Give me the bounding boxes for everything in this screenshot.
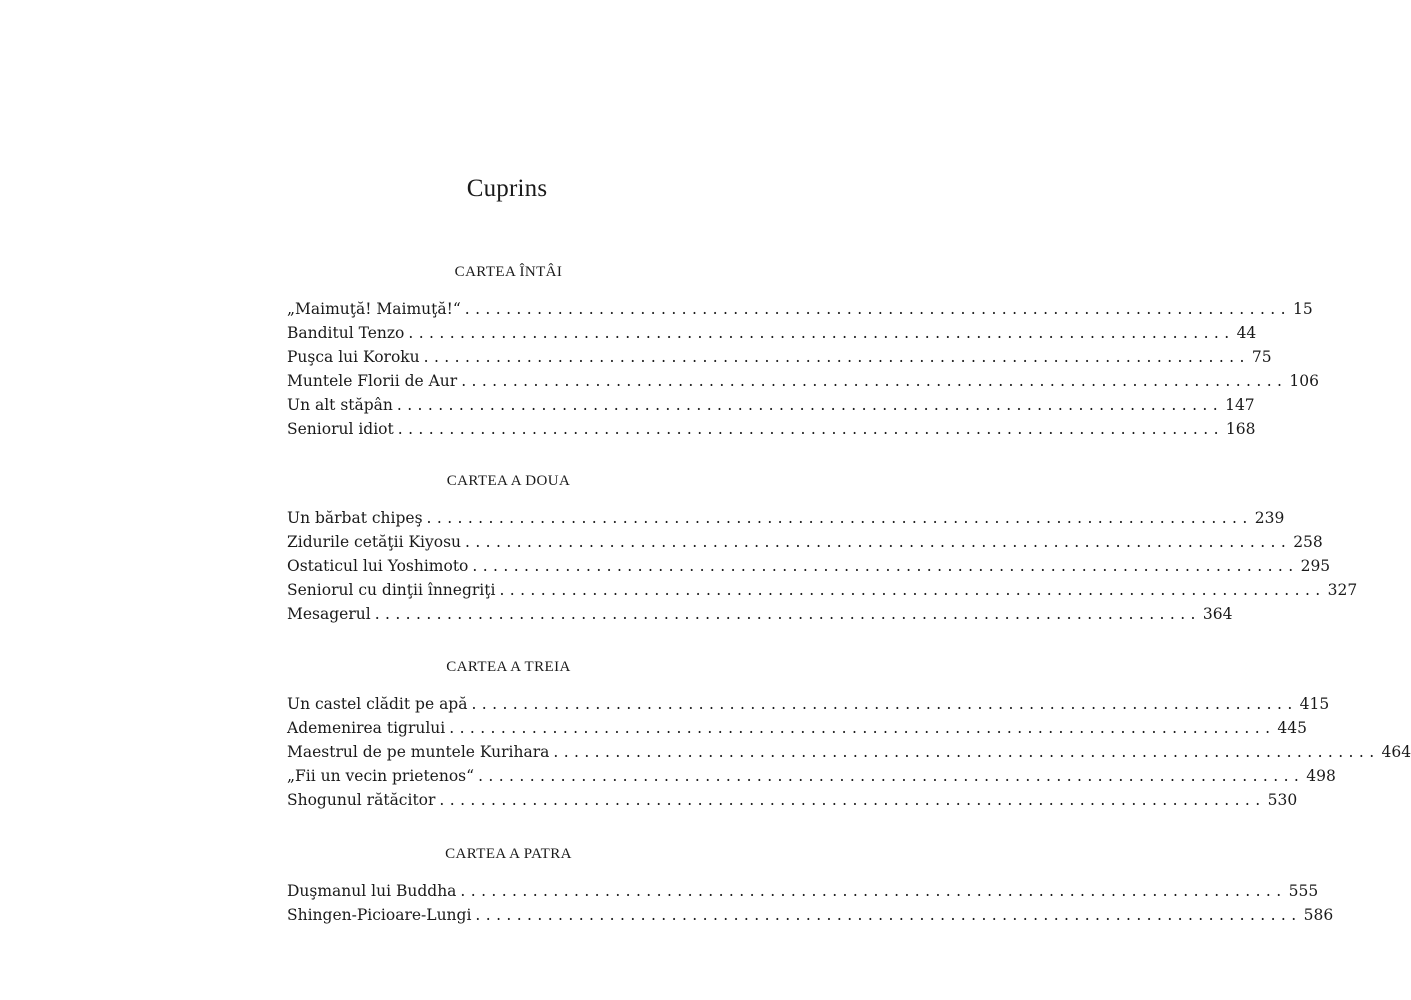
entry-title: „Maimuţă! Maimuţă!“ [287,300,461,318]
section-heading: CARTEA A DOUA [446,473,571,489]
entry-page-number: 364 [1202,605,1233,623]
entry-title: Shingen-Picioare-Lungi [287,906,472,924]
toc-entry [287,417,1256,441]
leader-dots: ................................................................................ [461,372,1288,390]
entry-title: Ostaticul lui Yoshimoto [287,557,469,575]
section-book-4 [287,844,1334,927]
entry-page-number: 464 [1381,743,1411,761]
entry-title: Ademenirea tigrului [287,719,446,737]
entry-title: Un alt stăpân [287,396,393,414]
toc-entry [287,369,1319,393]
leader-dots: ................................................................................ [449,719,1276,737]
entry-page-number: 555 [1288,882,1319,900]
leader-dots: ................................................................................ [397,420,1224,438]
entry-page-number: 15 [1292,300,1313,318]
toc-entry [287,530,1323,554]
entry-page-number: 415 [1299,695,1330,713]
leader-dots: ................................................................................ [475,906,1302,924]
section-heading: CARTEA A PATRA [445,846,572,862]
entry-page-number: 147 [1225,396,1255,414]
toc-entry [287,345,1272,369]
entry-page-number: 295 [1300,557,1331,575]
entry-title: Banditul Tenzo [287,324,405,342]
section-heading: CARTEA A TREIA [446,659,571,675]
entry-title: Zidurile cetăţii Kiyosu [287,533,462,551]
leader-dots: ................................................................................ [553,743,1380,761]
entry-page-number: 239 [1254,509,1285,527]
entry-page-number: 44 [1236,324,1257,342]
toc-entry [287,740,1411,764]
entry-title: Mesagerul [287,605,371,623]
section-book-1 [287,262,1319,441]
entry-title: Seniorul idiot [287,420,394,438]
entry-title: Puşca lui Koroku [287,348,420,366]
entry-title: Shogunul rătăcitor [287,791,436,809]
entry-page-number: 258 [1293,533,1323,551]
leader-dots: ................................................................................ [472,557,1299,575]
toc-entry [287,602,1233,626]
section-book-3 [287,657,1411,812]
toc-entry [287,321,1257,345]
leader-dots: ................................................................................ [499,581,1326,599]
entry-title: Maestrul de pe muntele Kurihara [287,743,550,761]
toc-entry [287,578,1358,602]
entry-page-number: 445 [1277,719,1308,737]
entry-title: „Fii un vecin prietenos“ [287,767,475,785]
leader-dots: ................................................................................ [464,300,1291,318]
leader-dots: ................................................................................ [471,695,1298,713]
leader-dots: ................................................................................ [374,605,1201,623]
toc-entry [287,554,1331,578]
page-title: Cuprins [466,175,548,202]
entry-title: Un bărbat chipeş [287,509,423,527]
toc-entry [287,879,1319,903]
toc-entry [287,788,1298,812]
entry-page-number: 75 [1251,348,1272,366]
entry-page-number: 106 [1289,372,1319,390]
leader-dots: ................................................................................ [408,324,1235,342]
entry-title: Seniorul cu dinţii înnegriţi [287,581,496,599]
leader-dots: ................................................................................ [423,348,1250,366]
toc-entry [287,393,1255,417]
leader-dots: ................................................................................ [478,767,1305,785]
entry-page-number: 168 [1225,420,1256,438]
section-book-2 [287,471,1358,626]
entry-page-number: 498 [1306,767,1336,785]
toc-entry [287,716,1308,740]
entry-page-number: 586 [1303,906,1334,924]
leader-dots: ................................................................................ [396,396,1224,414]
toc-entry [287,903,1334,927]
entry-page-number: 327 [1327,581,1358,599]
entry-page-number: 530 [1267,791,1298,809]
toc-entry [287,297,1313,321]
entry-title: Muntele Florii de Aur [287,372,458,390]
toc-entry [287,764,1336,788]
leader-dots: ................................................................................ [465,533,1292,551]
leader-dots: ................................................................................ [460,882,1287,900]
leader-dots: ................................................................................ [439,791,1266,809]
entry-title: Un castel clădit pe apă [287,695,468,713]
section-heading: CARTEA ÎNTÂI [454,264,563,280]
entry-title: Duşmanul lui Buddha [287,882,457,900]
toc-entry [287,506,1285,530]
leader-dots: ................................................................................ [426,509,1253,527]
toc-entry [287,692,1330,716]
